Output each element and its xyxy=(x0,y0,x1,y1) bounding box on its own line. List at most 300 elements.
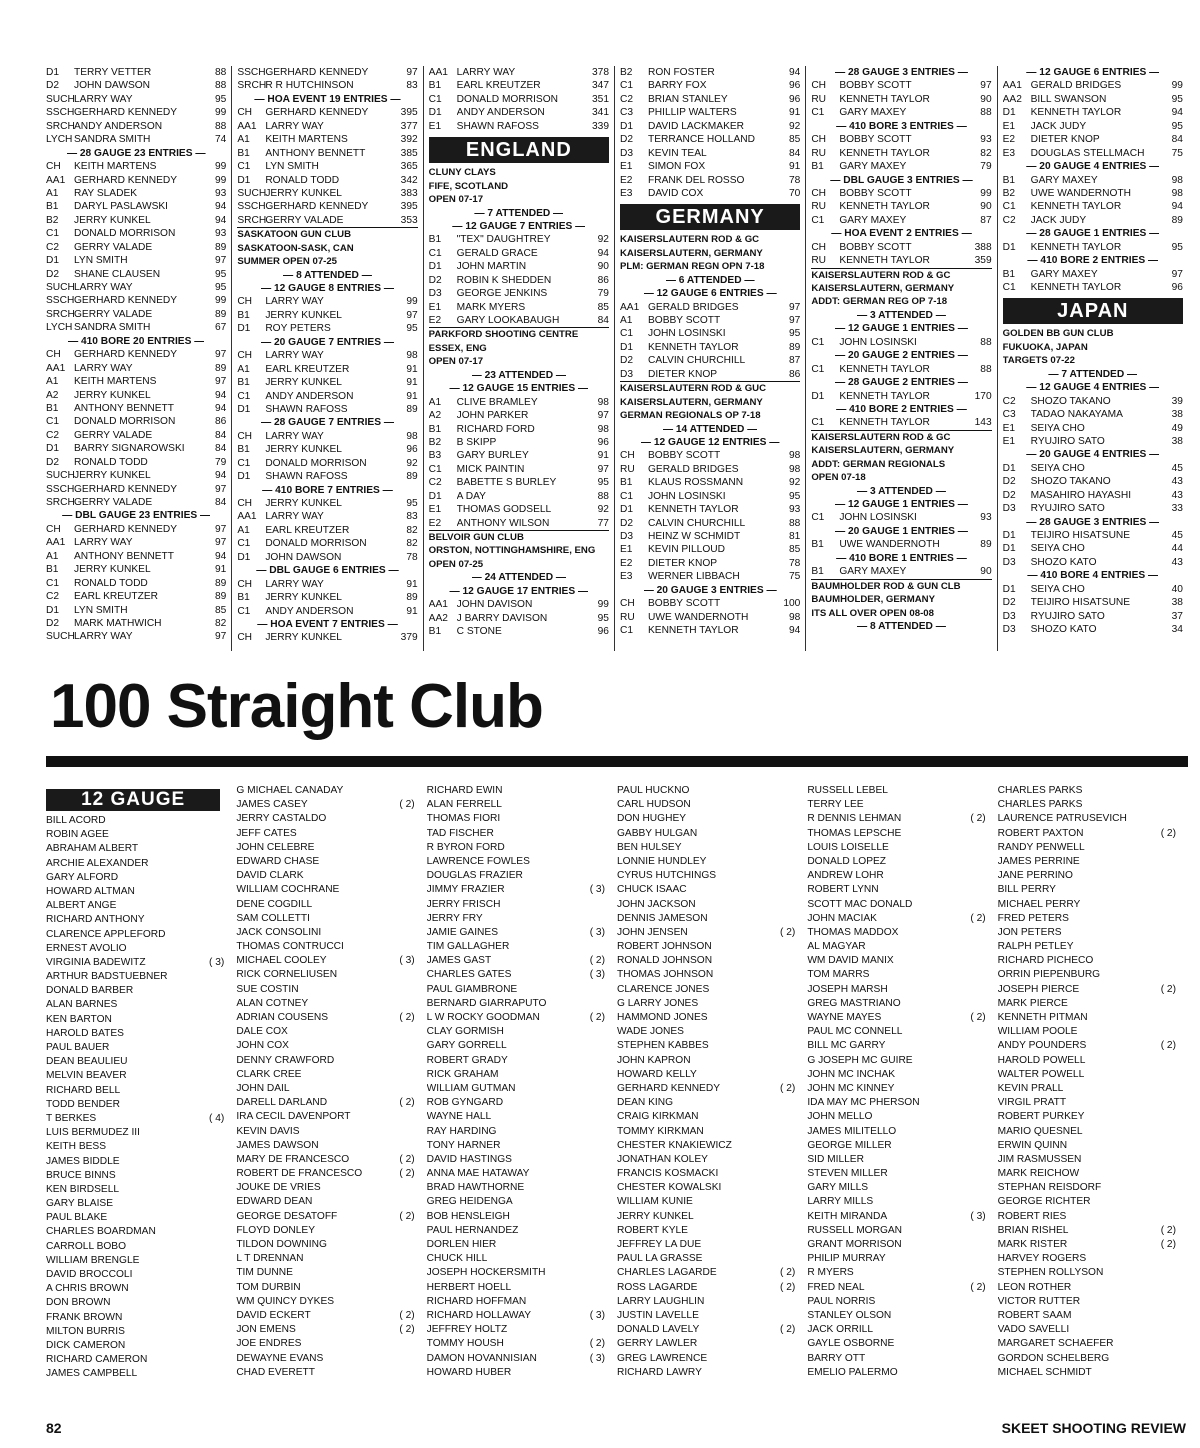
repeat-count xyxy=(1150,812,1182,826)
results-column xyxy=(46,66,231,651)
shooter-name: SIMON FOX xyxy=(647,161,706,173)
shooter-name: JOHN LOSINSKI xyxy=(647,328,726,340)
class-code: B2 xyxy=(46,214,59,226)
club-member xyxy=(427,926,611,940)
club-member xyxy=(807,1366,991,1380)
score: 89 xyxy=(214,241,227,253)
class-code: B1 xyxy=(237,377,250,389)
shooter-name: KEVIN TEAL xyxy=(647,147,707,159)
club-member xyxy=(236,912,420,926)
club-member xyxy=(427,1181,611,1195)
class-code: D2 xyxy=(46,80,60,92)
class-code: D3 xyxy=(428,288,442,300)
shooter-name: GERHARD KENNEDY xyxy=(265,107,369,119)
score: 100 xyxy=(783,598,801,610)
result-row xyxy=(620,327,800,340)
member-name: TOMMY HOUSH xyxy=(426,1338,504,1350)
result-row xyxy=(237,631,417,644)
member-name: JON PETERS xyxy=(997,926,1062,938)
class-code: D1 xyxy=(237,471,251,483)
score: 88 xyxy=(788,517,801,529)
class-code: C1 xyxy=(619,625,634,637)
result-row xyxy=(811,363,991,376)
result-row xyxy=(46,268,226,281)
class-code: A1 xyxy=(619,315,633,326)
score: 67 xyxy=(214,322,227,334)
repeat-count xyxy=(769,1366,801,1380)
club-member xyxy=(617,1153,801,1167)
repeat-count: ( 2) xyxy=(399,1097,415,1109)
club-member xyxy=(617,1224,801,1238)
class-code: AA1 xyxy=(46,537,66,549)
member-name: HOWARD HUBER xyxy=(426,1366,512,1378)
club-member xyxy=(427,968,611,982)
club-member xyxy=(998,1110,1182,1124)
club-member xyxy=(427,1281,611,1295)
shooter-name: DAVID COX xyxy=(647,187,704,199)
results-column xyxy=(423,66,614,651)
score: 92 xyxy=(597,504,609,516)
score: 95 xyxy=(1171,241,1183,253)
member-name: GREG HEIDENGA xyxy=(426,1196,513,1208)
shooter-name: SHOZO KATO xyxy=(1030,556,1097,568)
event-header xyxy=(429,571,609,584)
member-name: SID MILLER xyxy=(807,1153,864,1165)
result-row xyxy=(429,517,609,531)
class-code: AA1 xyxy=(619,301,640,313)
member-name: BRIAN RISHEL xyxy=(997,1224,1069,1236)
repeat-count xyxy=(769,940,801,954)
score: 97 xyxy=(214,523,227,535)
result-row xyxy=(237,363,417,376)
event-header xyxy=(1003,66,1183,79)
club-member xyxy=(46,913,230,927)
club-member xyxy=(236,1352,420,1366)
shooter-name: LARRY WAY xyxy=(265,296,324,308)
member-name: TAD FISCHER xyxy=(426,827,494,839)
class-code: C2 xyxy=(619,93,634,105)
class-code: CH xyxy=(237,578,253,590)
class-code: B1 xyxy=(1002,268,1016,280)
class-code: B1 xyxy=(237,444,250,456)
shooter-name: RICHARD FORD xyxy=(456,423,535,435)
repeat-count xyxy=(960,1167,992,1181)
member-name: PAUL NORRIS xyxy=(807,1295,876,1307)
member-name: TOMMY KIRKMAN xyxy=(616,1125,704,1137)
shooter-name: DIETER KNOP xyxy=(647,368,718,380)
class-code: E2 xyxy=(428,315,442,326)
club-member xyxy=(236,1309,420,1323)
score: 95 xyxy=(597,612,609,624)
repeat-count xyxy=(960,1153,992,1167)
repeat-count xyxy=(389,1252,421,1266)
repeat-count xyxy=(960,1181,992,1195)
club-member xyxy=(236,1266,420,1280)
score: 99 xyxy=(597,599,609,611)
result-row xyxy=(237,66,417,79)
header-text: — 410 BORE 3 ENTRIES — xyxy=(836,120,967,132)
repeat-count xyxy=(960,940,992,954)
class-code: C2 xyxy=(1002,214,1016,226)
repeat-count xyxy=(579,1167,611,1181)
repeat-count xyxy=(389,1068,421,1082)
club-member xyxy=(998,798,1182,812)
repeat-count xyxy=(579,940,611,954)
score: 91 xyxy=(406,390,418,402)
class-code: CH xyxy=(619,598,635,610)
score: 83 xyxy=(406,511,418,523)
club-member xyxy=(617,940,801,954)
shooter-name: JOHN MARTIN xyxy=(456,261,527,273)
repeat-count xyxy=(960,1139,992,1153)
shooter-name: EARL KREUTZER xyxy=(265,363,350,375)
shooter-name: JERRY KUNKEL xyxy=(74,389,151,401)
repeat-count: ( 2) xyxy=(399,1210,415,1222)
repeat-count xyxy=(389,1054,421,1068)
club-member xyxy=(998,1323,1182,1337)
header-text: TARGETS 07-22 xyxy=(1002,355,1075,367)
shooter-name: KEITH MARTENS xyxy=(74,376,157,388)
member-name: PHILIP MURRAY xyxy=(807,1253,886,1265)
class-code: D1 xyxy=(1002,241,1016,253)
score: 82 xyxy=(214,617,227,629)
shooter-name: RON FOSTER xyxy=(647,67,715,78)
result-row xyxy=(620,624,800,637)
result-row xyxy=(1003,610,1183,623)
repeat-count xyxy=(960,954,992,968)
result-row xyxy=(620,66,800,79)
class-code: RU xyxy=(619,463,635,475)
member-name: R MYERS xyxy=(807,1267,854,1279)
score: 99 xyxy=(1171,80,1183,92)
event-header xyxy=(1003,448,1183,461)
score: 95 xyxy=(788,328,801,340)
member-name: ROBERT SAAM xyxy=(997,1309,1072,1321)
member-name: CHARLES PARKS xyxy=(997,785,1083,796)
repeat-count xyxy=(389,1238,421,1252)
result-row xyxy=(429,449,609,462)
score: 395 xyxy=(400,201,418,213)
repeat-count xyxy=(960,827,992,841)
score: 97 xyxy=(980,80,992,92)
repeat-count xyxy=(198,1325,230,1339)
shooter-name: LYN SMITH xyxy=(74,604,128,616)
club-member xyxy=(427,1068,611,1082)
club-member xyxy=(427,912,611,926)
header-text: — 24 ATTENDED — xyxy=(471,572,567,584)
shooter-name: SHAWN RAFOSS xyxy=(265,471,348,483)
class-code: CH xyxy=(811,80,827,92)
member-name: LARRY LAUGHLIN xyxy=(616,1295,705,1307)
repeat-count xyxy=(198,1027,230,1041)
result-row xyxy=(46,321,226,334)
member-name: WM QUINCY DYKES xyxy=(236,1295,335,1307)
repeat-count: ( 2) xyxy=(970,813,986,825)
club-member xyxy=(236,869,420,883)
header-text: — 20 GAUGE 2 ENTRIES — xyxy=(834,350,968,362)
score: 70 xyxy=(788,187,801,199)
event-header xyxy=(811,403,991,416)
class-code: E1 xyxy=(1002,422,1016,434)
repeat-count: ( 2) xyxy=(589,955,605,967)
member-name: LARRY MILLS xyxy=(807,1196,874,1208)
result-row xyxy=(620,93,800,106)
result-row xyxy=(46,442,226,455)
score: 82 xyxy=(980,147,992,159)
shooter-name: GARY LOOKABAUGH xyxy=(456,315,560,326)
member-name: PAUL HUCKNO xyxy=(616,785,690,796)
member-name: LAURENCE PATRUSEVICH xyxy=(997,813,1127,825)
member-name: TIM GALLAGHER xyxy=(426,941,510,953)
shooter-name: R R HUTCHINSON xyxy=(265,80,354,92)
club-member xyxy=(427,784,611,798)
class-code: CH xyxy=(619,450,635,462)
member-name: THOMAS FIORI xyxy=(426,813,501,825)
header-text: KAISERSLAUTERN ROD & GUC xyxy=(619,383,767,395)
member-name: MICHAEL SCHMIDT xyxy=(997,1366,1092,1378)
member-name: THOMAS JOHNSON xyxy=(616,969,714,981)
club-member xyxy=(427,798,611,812)
class-code: SUCH xyxy=(237,187,267,199)
repeat-count xyxy=(579,1039,611,1053)
repeat-count xyxy=(1150,940,1182,954)
event-header xyxy=(811,552,991,565)
club-member xyxy=(807,954,991,968)
score: 97 xyxy=(214,376,227,388)
header-text: ORSTON, NOTTINGHAMSHIRE, ENG xyxy=(428,545,596,557)
club-member xyxy=(427,1323,611,1337)
club-member xyxy=(617,798,801,812)
repeat-count xyxy=(198,1041,230,1055)
club-member xyxy=(236,1039,420,1053)
member-name: JOE ENDRES xyxy=(236,1338,302,1350)
result-row xyxy=(237,120,417,133)
header-text: — DBL GAUGE 6 ENTRIES — xyxy=(256,565,399,577)
class-code: E1 xyxy=(1002,435,1016,447)
class-code: E1 xyxy=(428,301,442,313)
score: 98 xyxy=(788,463,801,475)
result-row xyxy=(620,463,800,476)
repeat-count: ( 2) xyxy=(970,912,986,924)
repeat-count xyxy=(198,1311,230,1325)
result-row xyxy=(620,187,800,200)
score: 86 xyxy=(214,416,227,428)
result-row xyxy=(46,429,226,442)
score: 94 xyxy=(214,201,227,213)
shooter-name: SHOZO TAKANO xyxy=(1030,395,1111,407)
country-header: GERMANY xyxy=(620,204,800,230)
result-row xyxy=(1003,408,1183,421)
score: 353 xyxy=(400,214,418,226)
venue-line xyxy=(620,233,800,246)
score: 94 xyxy=(214,402,227,414)
repeat-count: ( 3) xyxy=(589,969,605,981)
result-row xyxy=(620,106,800,119)
header-text: ITS ALL OVER OPEN 08-08 xyxy=(811,607,934,619)
shooter-name: MARK MYERS xyxy=(456,301,526,313)
club-member xyxy=(46,1027,230,1041)
member-name: EMELIO PALERMO xyxy=(807,1366,898,1378)
event-header xyxy=(811,498,991,511)
shooter-name: GERRY VALADE xyxy=(74,308,153,320)
member-name: JAMIE GAINES xyxy=(426,926,498,938)
score: 85 xyxy=(214,604,227,616)
result-row xyxy=(237,309,417,322)
repeat-count xyxy=(389,1266,421,1280)
club-member xyxy=(617,855,801,869)
club-member xyxy=(617,1096,801,1110)
club-member xyxy=(236,1153,420,1167)
venue-line xyxy=(237,242,417,255)
shooter-name: DONALD MORRISON xyxy=(74,228,176,240)
score: 94 xyxy=(214,550,227,562)
member-name: ARTHUR BADSTUEBNER xyxy=(46,971,168,983)
header-text: — 3 ATTENDED — xyxy=(857,485,946,497)
club-member xyxy=(998,883,1182,897)
class-code: D1 xyxy=(46,67,60,78)
repeat-count xyxy=(198,1084,230,1098)
club-member xyxy=(427,1195,611,1209)
shooter-name: J BARRY DAVISON xyxy=(456,612,548,624)
page-number: 82 xyxy=(46,1420,62,1436)
result-row xyxy=(237,443,417,456)
club-member xyxy=(46,1183,230,1197)
class-code: D1 xyxy=(1002,583,1016,595)
club-member xyxy=(998,784,1182,798)
event-header xyxy=(237,564,417,577)
class-code: D1 xyxy=(1002,543,1016,555)
class-code: D1 xyxy=(237,174,251,186)
shooter-name: A DAY xyxy=(456,490,486,502)
member-name: ROBERT KYLE xyxy=(616,1224,688,1236)
class-code: AA1 xyxy=(237,511,257,523)
event-header xyxy=(429,585,609,598)
score: 43 xyxy=(1171,556,1183,568)
result-row xyxy=(237,430,417,443)
score: 91 xyxy=(406,605,418,617)
repeat-count xyxy=(1150,1139,1182,1153)
shooter-name: KENNETH TAYLOR xyxy=(839,390,930,402)
class-code: C2 xyxy=(1002,395,1016,407)
member-name: LAWRENCE FOWLES xyxy=(426,855,530,867)
member-name: EDWARD CHASE xyxy=(236,855,320,867)
result-row xyxy=(811,133,991,146)
result-row xyxy=(620,490,800,503)
member-name: RICHARD HOFFMAN xyxy=(426,1295,527,1307)
shooter-name: BILL SWANSON xyxy=(1030,93,1107,105)
club-member xyxy=(236,1139,420,1153)
shooter-name: RYUJIRO SATO xyxy=(1030,610,1105,622)
shooter-name: DONALD MORRISON xyxy=(265,457,367,469)
member-name: DAVID CLARK xyxy=(236,870,304,882)
member-name: HOWARD KELLY xyxy=(616,1068,697,1080)
class-code: E1 xyxy=(1002,120,1016,132)
member-name: G LARRY JONES xyxy=(616,997,699,1009)
club-member xyxy=(46,1311,230,1325)
club-member xyxy=(427,1337,611,1351)
member-name: DORLEN HIER xyxy=(426,1239,497,1250)
member-name: SAM COLLETTI xyxy=(236,912,310,924)
repeat-count xyxy=(579,912,611,926)
score: 91 xyxy=(406,578,418,590)
class-code: SSCH xyxy=(46,107,75,119)
class-code: SSCH xyxy=(237,67,266,78)
club-member xyxy=(998,954,1182,968)
class-code: AA1 xyxy=(237,120,257,132)
result-row xyxy=(1003,489,1183,502)
header-text: — 20 GAUGE 3 ENTRIES — xyxy=(643,584,777,596)
member-name: WILLIAM COCHRANE xyxy=(236,884,340,896)
club-member xyxy=(998,1295,1182,1309)
shooter-name: ANTHONY BENNETT xyxy=(265,147,366,159)
member-name: CLAY GORMISH xyxy=(426,1026,504,1038)
club-member xyxy=(236,1252,420,1266)
member-name: BERNARD GIARRAPUTO xyxy=(426,997,547,1009)
score: 78 xyxy=(788,557,801,569)
event-header xyxy=(811,309,991,322)
result-row xyxy=(429,409,609,422)
venue-line xyxy=(429,180,609,193)
club-member xyxy=(617,898,801,912)
repeat-count xyxy=(960,997,992,1011)
shooter-name: MASAHIRO HAYASHI xyxy=(1030,489,1132,501)
class-code: AA1 xyxy=(1002,80,1022,92)
member-name: DENE COGDILL xyxy=(236,898,313,910)
repeat-count xyxy=(769,784,801,798)
club-member xyxy=(998,1266,1182,1280)
club-member xyxy=(236,1054,420,1068)
member-name: FRANK BROWN xyxy=(46,1311,123,1323)
member-name: PAUL MC CONNELL xyxy=(807,1026,903,1038)
class-code: C1 xyxy=(811,336,825,348)
repeat-count xyxy=(198,913,230,927)
club-member xyxy=(46,1084,230,1098)
repeat-count xyxy=(579,1181,611,1195)
repeat-count xyxy=(1150,1110,1182,1124)
shooter-name: GERALD BRIDGES xyxy=(1030,80,1122,92)
member-name: JOUKE DE VRIES xyxy=(236,1182,321,1194)
member-name: FRED NEAL xyxy=(807,1281,865,1293)
repeat-count xyxy=(960,855,992,869)
result-row xyxy=(811,214,991,227)
member-name: JERRY CASTALDO xyxy=(236,813,327,825)
shooter-name: C STONE xyxy=(456,626,502,638)
class-code: D3 xyxy=(1002,556,1016,568)
member-name: FRED PETERS xyxy=(997,912,1069,924)
member-name: KEVIN PRALL xyxy=(997,1082,1064,1094)
result-row xyxy=(237,322,417,335)
club-member xyxy=(427,983,611,997)
result-row xyxy=(46,483,226,496)
club-member xyxy=(236,1195,420,1209)
class-code: LYCH xyxy=(46,322,73,334)
results-column xyxy=(805,66,996,651)
member-name: STANLEY OLSON xyxy=(807,1309,892,1321)
club-member xyxy=(46,1296,230,1310)
shooter-name: DONALD MORRISON xyxy=(74,416,176,428)
member-name: GORDON SCHELBERG xyxy=(997,1352,1110,1364)
score: 99 xyxy=(214,174,227,186)
repeat-count xyxy=(769,1068,801,1082)
club-member xyxy=(998,940,1182,954)
class-code: RU xyxy=(811,93,827,105)
repeat-count xyxy=(769,1011,801,1025)
club-member xyxy=(617,1252,801,1266)
result-row xyxy=(811,93,991,106)
shooter-name: GERALD BRIDGES xyxy=(647,463,739,475)
header-text: — 12 GAUGE 17 ENTRIES — xyxy=(449,585,589,597)
class-code: CH xyxy=(237,632,253,644)
